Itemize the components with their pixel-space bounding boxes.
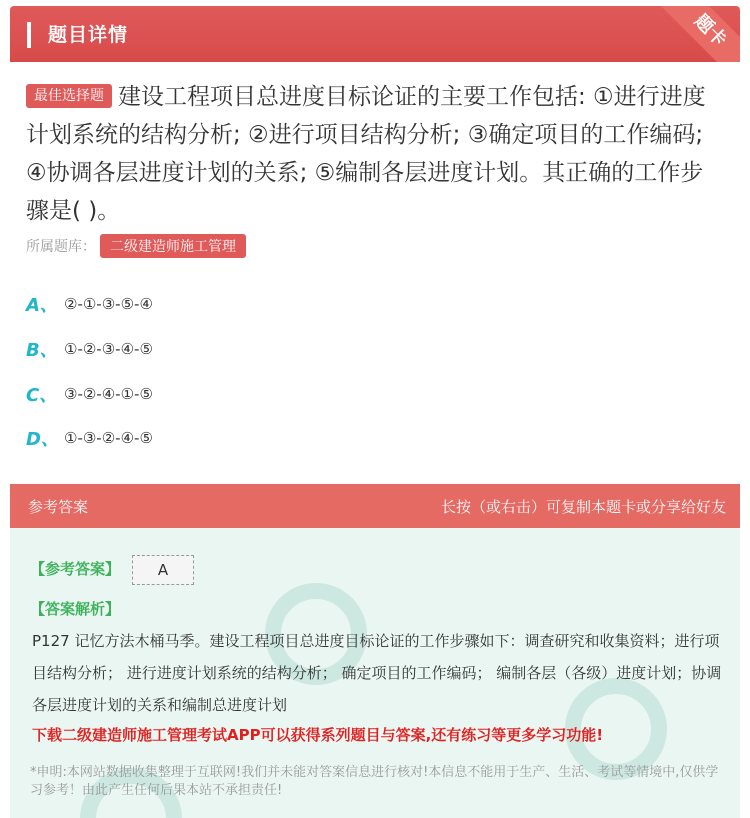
- detail-header: [10, 6, 740, 62]
- disclaimer-text: *申明:本网站数据收集整理于互联网!我们并未能对答案信息进行核对!本信息不能用于生产、生活、考试等情境中,仅供学习参考！由此产生任何后果本站不承担责任!: [30, 765, 719, 798]
- option-text: ③-②-④-①-⑤: [64, 385, 153, 403]
- source-label: 所属题库：: [26, 239, 96, 255]
- option-letter: D、: [26, 429, 59, 450]
- answer-header-title: 参考答案: [28, 498, 89, 516]
- header-accent-bar: [27, 22, 31, 48]
- analysis-label: 【答案解析】: [30, 600, 121, 618]
- reference-answer-label: 【参考答案】: [30, 560, 121, 578]
- answer-header: [10, 484, 740, 528]
- page-title: 题目详情: [48, 24, 129, 46]
- question-text-block: [26, 78, 722, 230]
- question-type-badge: 最佳选择题: [26, 84, 112, 108]
- corner-ribbon-label: 题卡: [660, 6, 740, 62]
- reference-answer-value: A: [132, 555, 194, 585]
- question-stem: 建设工程项目总进度目标论证的主要工作包括: ①进行进度计划系统的结构分析; ②进行项目结构分析; ③确定项目的工作编码; ④协调各层进度计划的关系; ⑤编制各层进度计划。其正确的工作步骤是( )。: [26, 84, 706, 224]
- option-text: ①-③-②-④-⑤: [64, 429, 153, 447]
- question-source: [26, 234, 246, 258]
- option-d[interactable]: [26, 425, 153, 451]
- option-b[interactable]: [26, 336, 153, 362]
- option-text: ②-①-③-⑤-④: [64, 295, 153, 313]
- option-text: ①-②-③-④-⑤: [64, 340, 153, 358]
- option-c[interactable]: [26, 381, 153, 407]
- source-bank-tag[interactable]: 二级建造师施工管理: [100, 234, 246, 258]
- option-a[interactable]: [26, 291, 153, 317]
- option-letter: C、: [26, 385, 58, 406]
- app-download-promo[interactable]: 下载二级建造师施工管理考试APP可以获得系列题目与答案,还有练习等更多学习功能!: [32, 726, 604, 744]
- analysis-text: P127 记忆方法木桶马季。建设工程项目总进度目标论证的工作步骤如下：调查研究和收集资料；进行项目结构分析； 进行进度计划系统的结构分析； 确定项目的工作编码； 编制各层（各级）进度计划；协调各层进度计划的关系和编制总进度计划: [32, 632, 722, 714]
- share-hint: 长按（或右击）可复制本题卡或分享给好友: [440, 498, 726, 516]
- corner-badge: [660, 6, 740, 62]
- option-letter: B、: [26, 340, 58, 361]
- option-letter: A、: [26, 295, 58, 316]
- answer-body: [10, 528, 740, 818]
